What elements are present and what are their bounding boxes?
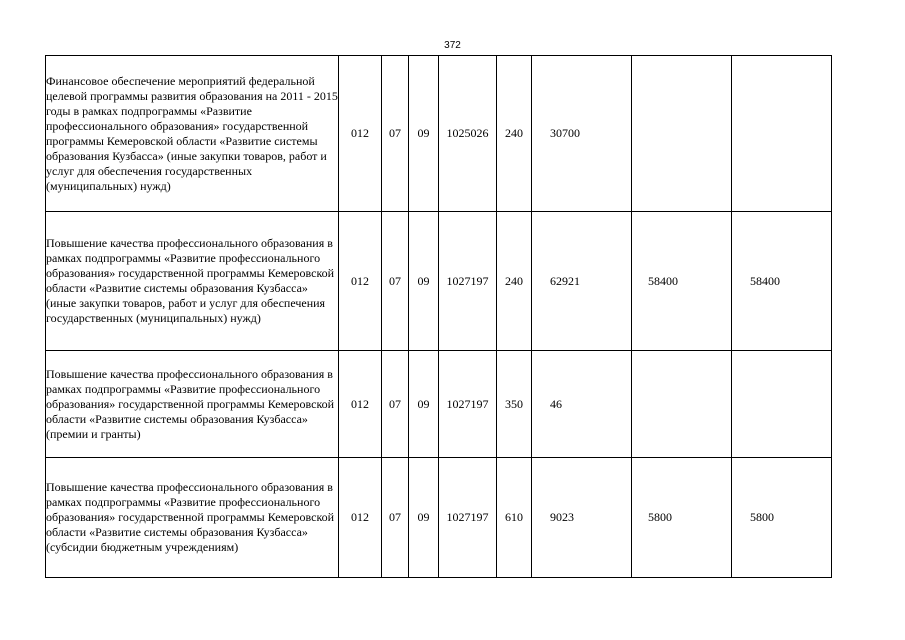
expense-type-code: 240 (497, 212, 532, 351)
ministry-code: 012 (339, 212, 382, 351)
amount-year-1: 62921 (532, 212, 632, 351)
section-code: 07 (382, 212, 409, 351)
section-code: 07 (382, 458, 409, 578)
amount-year-1: 9023 (532, 458, 632, 578)
row-description: Повышение качества профессионального образования в рамках подпрограммы «Развитие профессионального образования» государственной программы Кемеровской области «Развитие системы образования Кузбасса» (субсидии бюджетным учреждениям) (46, 458, 339, 578)
target-article-code: 1027197 (439, 458, 497, 578)
target-article-code: 1027197 (439, 212, 497, 351)
row-description: Финансовое обеспечение мероприятий федеральной целевой программы развития образования на 2011 - 2015 годы в рамках подпрограммы «Развитие профессионального образования» государственной программы Кемеровской области «Развитие системы образования Кузбасса» (иные закупки товаров, работ и услуг для обеспечения государственных (муниципальных) нужд) (46, 56, 339, 212)
page-number: 372 (444, 40, 461, 51)
subsection-code: 09 (409, 458, 439, 578)
expense-type-code: 610 (497, 458, 532, 578)
row-description: Повышение качества профессионального образования в рамках подпрограммы «Развитие профессионального образования» государственной программы Кемеровской области «Развитие системы образования Кузбасса» (премии и гранты) (46, 351, 339, 458)
amount-year-3 (732, 351, 832, 458)
section-code: 07 (382, 351, 409, 458)
budget-table (45, 55, 832, 578)
amount-year-3: 5800 (732, 458, 832, 578)
amount-year-1: 46 (532, 351, 632, 458)
amount-year-3: 58400 (732, 212, 832, 351)
amount-year-2 (632, 56, 732, 212)
table-row (46, 212, 832, 351)
amount-year-1: 30700 (532, 56, 632, 212)
table-row (46, 56, 832, 212)
ministry-code: 012 (339, 351, 382, 458)
ministry-code: 012 (339, 458, 382, 578)
table-row (46, 351, 832, 458)
target-article-code: 1025026 (439, 56, 497, 212)
subsection-code: 09 (409, 351, 439, 458)
subsection-code: 09 (409, 56, 439, 212)
expense-type-code: 240 (497, 56, 532, 212)
table-row (46, 458, 832, 578)
amount-year-2: 58400 (632, 212, 732, 351)
target-article-code: 1027197 (439, 351, 497, 458)
ministry-code: 012 (339, 56, 382, 212)
expense-type-code: 350 (497, 351, 532, 458)
amount-year-2: 5800 (632, 458, 732, 578)
amount-year-2 (632, 351, 732, 458)
subsection-code: 09 (409, 212, 439, 351)
amount-year-3 (732, 56, 832, 212)
section-code: 07 (382, 56, 409, 212)
row-description: Повышение качества профессионального образования в рамках подпрограммы «Развитие профессионального образования» государственной программы Кемеровской области «Развитие системы образования Кузбасса» (иные закупки товаров, работ и услуг для обеспечения государственных (муниципальных) нужд) (46, 212, 339, 351)
